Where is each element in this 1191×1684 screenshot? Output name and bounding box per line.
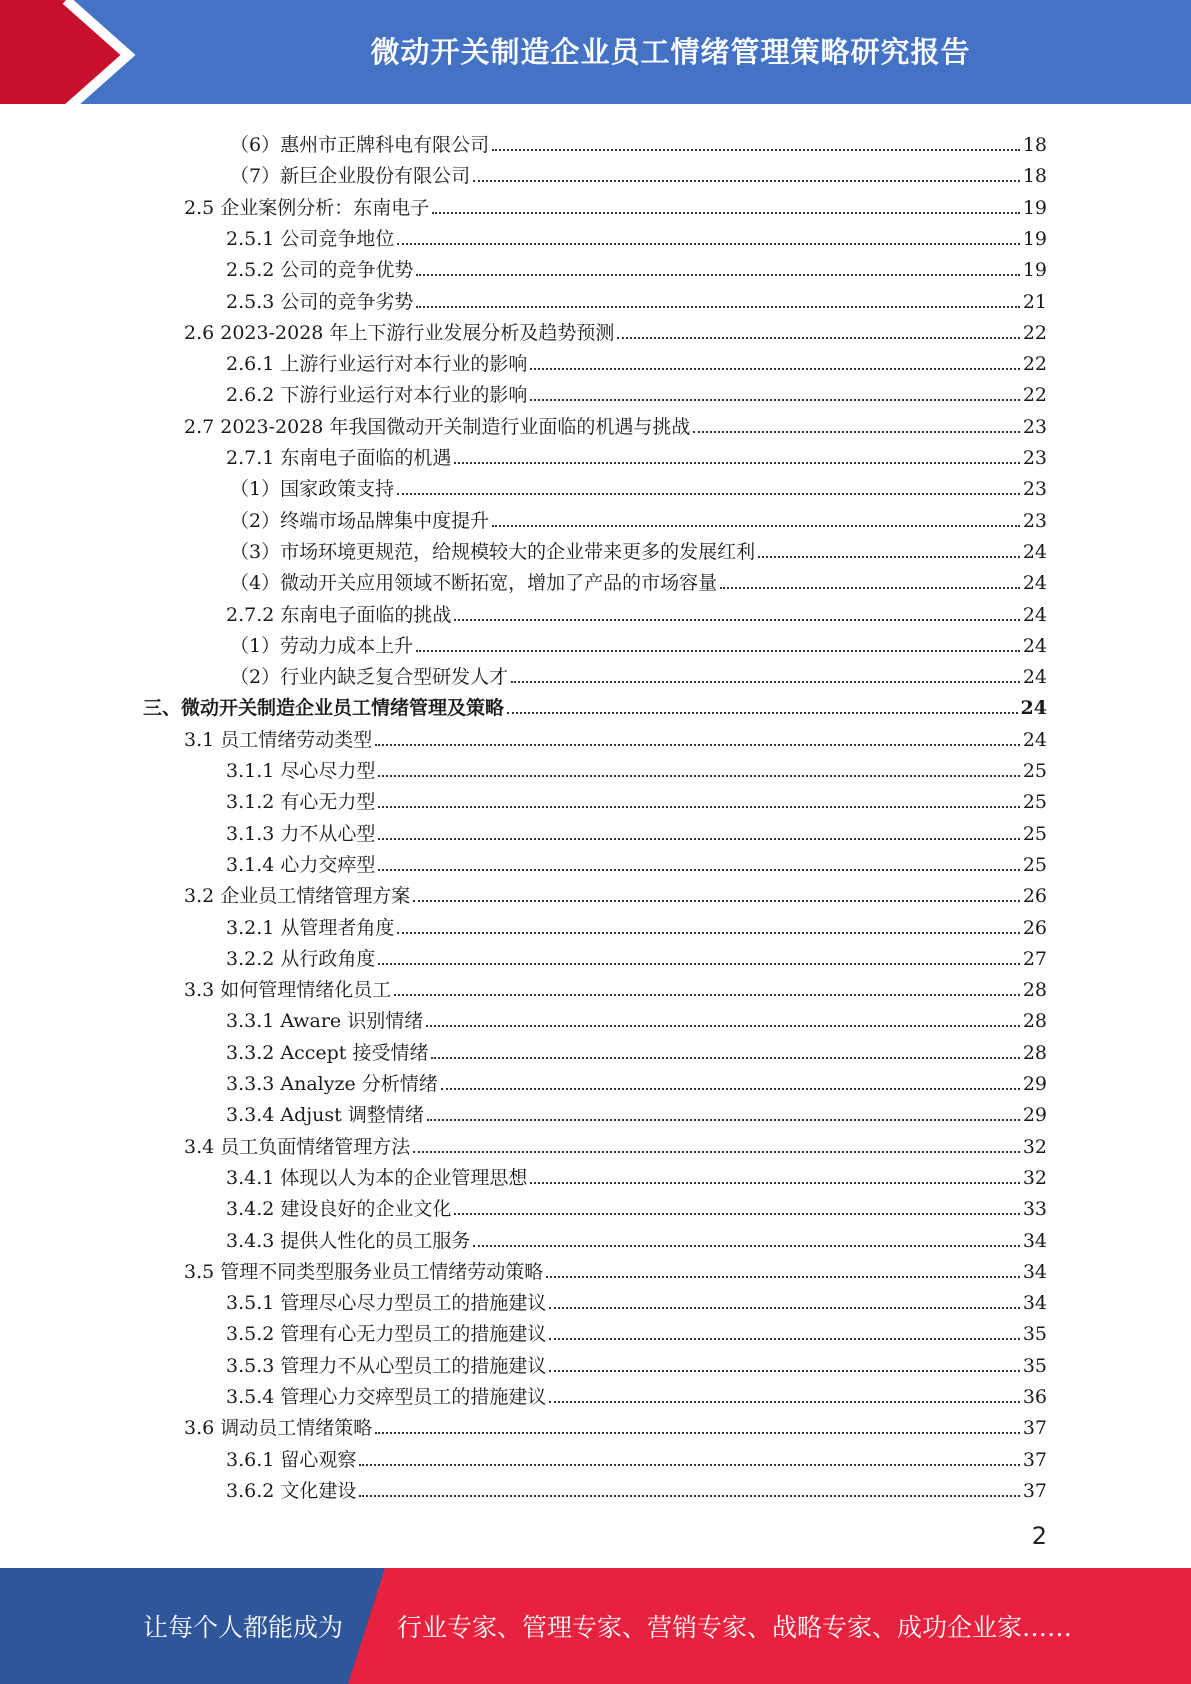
toc-dot-leader — [413, 900, 1020, 902]
toc-entry-page: 35 — [1022, 1354, 1047, 1377]
toc-entry-label: 2.5.3 公司的竞争劣势 — [226, 290, 414, 313]
toc-dot-leader — [549, 1338, 1019, 1340]
toc-entry-page: 19 — [1022, 259, 1047, 282]
toc-entry-page: 25 — [1022, 760, 1047, 782]
toc-dot-leader — [454, 619, 1019, 621]
report-header — [0, 0, 1191, 110]
toc-entry-page: 28 — [1022, 979, 1047, 1002]
toc-entry-page: 21 — [1022, 290, 1047, 313]
toc-dot-leader — [546, 1276, 1020, 1278]
toc-entry[interactable] — [230, 471, 1047, 501]
toc-entry-page: 28 — [1022, 1041, 1047, 1064]
toc-dot-leader — [416, 650, 1020, 652]
toc-entry-page: 37 — [1022, 1479, 1047, 1502]
toc-entry[interactable] — [226, 597, 1047, 627]
toc-entry[interactable] — [230, 534, 1047, 564]
page-number: 2 — [1031, 1522, 1047, 1550]
toc-entry-page: 23 — [1022, 478, 1047, 501]
toc-entry-label: 2.6.1 上游行业运行对本行业的影响 — [226, 353, 528, 376]
toc-entry-label: 3.1.4 心力交瘁型 — [226, 853, 376, 876]
toc-entry-label: 3.1.3 力不从心型 — [226, 822, 376, 845]
toc-entry-page: 24 — [1022, 666, 1047, 689]
toc-dot-leader — [378, 838, 1019, 840]
toc-entry[interactable] — [230, 628, 1047, 658]
toc-dot-leader — [693, 431, 1019, 433]
toc-entry-label: 2.7.1 东南电子面临的机遇 — [226, 447, 452, 469]
toc-entry-label: 2.7 2023-2028 年我国微动开关制造行业面临的机遇与挑战 — [184, 415, 691, 438]
toc-dot-leader — [416, 274, 1019, 276]
toc-dot-leader — [530, 1182, 1019, 1184]
toc-entry[interactable] — [226, 1316, 1047, 1346]
toc-entry[interactable] — [226, 941, 1047, 971]
toc-entry-label: （2）终端市场品牌集中度提升 — [230, 509, 490, 532]
toc-dot-leader — [549, 1401, 1019, 1403]
toc-entry-label: 3.6 调动员工情绪策略 — [184, 1417, 373, 1440]
toc-dot-leader — [507, 712, 1018, 714]
toc-entry-label: 2.5.2 公司的竞争优势 — [226, 259, 414, 282]
toc-entry-label: 三、微动开关制造企业员工情绪管理及策略 — [143, 697, 505, 720]
toc-entry-page: 33 — [1022, 1198, 1047, 1221]
toc-entry[interactable] — [226, 1066, 1047, 1096]
toc-entry-label: 3.6.1 留心观察 — [226, 1448, 357, 1471]
toc-entry[interactable] — [230, 503, 1047, 533]
toc-entry-label: 3.3 如何管理情绪化员工 — [184, 979, 392, 1002]
toc-dot-leader — [359, 1495, 1019, 1497]
toc-entry-label: 3.4.1 体现以人为本的企业管理思想 — [226, 1166, 528, 1189]
toc-entry[interactable] — [184, 409, 1047, 439]
toc-entry-page: 34 — [1022, 1229, 1047, 1252]
toc-entry-label: （1）国家政策支持 — [230, 478, 395, 501]
toc-entry-page: 34 — [1022, 1292, 1047, 1315]
toc-entry-page: 24 — [1022, 540, 1047, 563]
toc-entry[interactable] — [226, 284, 1047, 314]
toc-dot-leader — [359, 1464, 1019, 1466]
toc-dot-leader — [758, 556, 1020, 558]
toc-entry-label: 3.2 企业员工情绪管理方案 — [184, 885, 411, 908]
toc-entry-label: 2.5 企业案例分析：东南电子 — [184, 196, 430, 219]
toc-entry-label: 3.1.2 有心无力型 — [226, 791, 376, 814]
toc-entry-label: （6）惠州市正牌科电有限公司 — [230, 134, 490, 156]
toc-dot-leader — [397, 493, 1020, 495]
toc-entry[interactable] — [230, 659, 1047, 689]
toc-entry[interactable] — [226, 1348, 1047, 1378]
toc-entry[interactable] — [226, 221, 1047, 251]
toc-entry[interactable] — [184, 722, 1047, 752]
toc-dot-leader — [473, 1245, 1019, 1247]
toc-dot-leader — [454, 1213, 1019, 1215]
toc-entry-label: 3.4.3 提供人性化的员工服务 — [226, 1229, 471, 1252]
toc-entry-page: 32 — [1022, 1166, 1047, 1189]
toc-entry-label: 2.6.2 下游行业运行对本行业的影响 — [226, 384, 528, 407]
toc-entry-page: 18 — [1022, 165, 1047, 188]
toc-entry-label: 3.2.1 从管理者角度 — [226, 916, 395, 939]
toc-entry-page: 24 — [1020, 697, 1047, 720]
toc-entry[interactable] — [230, 158, 1047, 188]
toc-entry[interactable] — [226, 440, 1047, 470]
toc-dot-leader — [473, 180, 1020, 182]
toc-entry-label: 3.5.3 管理力不从心型员工的措施建议 — [226, 1354, 547, 1377]
toc-entry-label: 3.5.2 管理有心无力型员工的措施建议 — [226, 1323, 547, 1346]
toc-entry[interactable] — [184, 190, 1047, 220]
toc-entry-page: 25 — [1022, 853, 1047, 876]
toc-entry-page: 29 — [1022, 1073, 1047, 1095]
footer-slogan-right: 行业专家、管理专家、营销专家、战略专家、成功企业家…… — [397, 1613, 1073, 1642]
toc-entry-page: 25 — [1022, 791, 1047, 814]
toc-entry[interactable] — [230, 565, 1047, 595]
toc-entry-page: 22 — [1022, 384, 1047, 407]
toc-entry-page: 18 — [1022, 134, 1047, 156]
toc-dot-leader — [416, 306, 1019, 308]
toc-entry-page: 24 — [1022, 603, 1047, 626]
toc-entry-page: 22 — [1022, 321, 1047, 344]
toc-entry-page: 32 — [1022, 1135, 1047, 1158]
toc-dot-leader — [720, 587, 1020, 589]
toc-entry[interactable] — [226, 753, 1047, 783]
toc-entry-page: 24 — [1022, 728, 1047, 751]
toc-entry-label: （3）市场环境更规范，给规模较大的企业带来更多的发展红利 — [230, 540, 756, 563]
toc-dot-leader — [549, 1307, 1019, 1309]
toc-entry[interactable] — [230, 127, 1047, 157]
toc-entry-label: 3.3.3 Analyze 分析情绪 — [226, 1073, 438, 1095]
toc-entry-page: 24 — [1022, 634, 1047, 657]
toc-dot-leader — [378, 775, 1019, 777]
toc-entry-label: 3.3.2 Accept 接受情绪 — [226, 1041, 429, 1064]
toc-entry[interactable] — [226, 1191, 1047, 1221]
toc-entry-label: 3.5 管理不同类型服务业员工情绪劳动策略 — [184, 1260, 544, 1283]
toc-dot-leader — [511, 681, 1020, 683]
toc-entry-page: 25 — [1022, 822, 1047, 845]
toc-entry-label: （2）行业内缺乏复合型研发人才 — [230, 666, 509, 689]
toc-dot-leader — [530, 399, 1019, 401]
toc-entry[interactable] — [226, 1035, 1047, 1065]
toc-dot-leader — [441, 1088, 1020, 1090]
toc-entry-page: 27 — [1022, 947, 1047, 970]
toc-entry-label: 2.6 2023-2028 年上下游行业发展分析及趋势预测 — [184, 321, 615, 344]
toc-dot-leader — [432, 212, 1020, 214]
toc-entry[interactable] — [226, 1097, 1047, 1127]
toc-dot-leader — [394, 994, 1020, 996]
toc-dot-leader — [492, 149, 1020, 151]
toc-entry-page: 37 — [1022, 1417, 1047, 1440]
toc-entry-page: 19 — [1022, 196, 1047, 219]
toc-entry-label: 3.6.2 文化建设 — [226, 1479, 357, 1502]
toc-entry-page: 23 — [1022, 447, 1047, 469]
toc-dot-leader — [375, 744, 1020, 746]
toc-entry[interactable] — [226, 910, 1047, 940]
toc-entry[interactable] — [226, 847, 1047, 877]
toc-entry[interactable] — [226, 1223, 1047, 1253]
toc-entry-label: 3.1 员工情绪劳动类型 — [184, 728, 373, 751]
toc-entry-label: 3.3.1 Aware 识别情绪 — [226, 1010, 424, 1033]
toc-dot-leader — [617, 337, 1019, 339]
toc-entry-label: 3.3.4 Adjust 调整情绪 — [226, 1104, 424, 1127]
toc-dot-leader — [397, 243, 1019, 245]
toc-entry-label: 2.5.1 公司竞争地位 — [226, 227, 395, 250]
toc-entry[interactable] — [226, 1003, 1047, 1033]
toc-entry-label: （4）微动开关应用领域不断拓宽，增加了产品的市场容量 — [230, 572, 718, 595]
toc-entry[interactable] — [226, 1160, 1047, 1190]
toc-entry-page: 23 — [1022, 509, 1047, 532]
toc-entry-label: 3.5.1 管理尽心尽力型员工的措施建议 — [226, 1292, 547, 1315]
toc-entry[interactable] — [184, 972, 1047, 1002]
toc-entry-label: 3.1.1 尽心尽力型 — [226, 760, 376, 782]
toc-dot-leader — [431, 1057, 1019, 1059]
toc-dot-leader — [427, 1119, 1020, 1121]
toc-entry[interactable] — [226, 346, 1047, 376]
toc-dot-leader — [378, 963, 1019, 965]
toc-entry[interactable] — [226, 377, 1047, 407]
page-footer — [0, 1568, 1191, 1684]
toc-entry[interactable] — [226, 816, 1047, 846]
toc-entry-page: 19 — [1022, 227, 1047, 250]
toc-entry[interactable] — [226, 784, 1047, 814]
toc-entry-page: 36 — [1022, 1386, 1047, 1408]
toc-entry[interactable] — [226, 1442, 1047, 1472]
toc-entry[interactable] — [184, 315, 1047, 345]
footer-slogan-left: 让每个人都能成为 — [143, 1613, 344, 1642]
toc-entry-page: 34 — [1022, 1260, 1047, 1283]
toc-entry-page: 37 — [1022, 1448, 1047, 1471]
toc-entry[interactable] — [226, 1473, 1047, 1503]
toc-dot-leader — [397, 932, 1019, 934]
toc-entry[interactable] — [143, 690, 1047, 720]
toc-entry-page: 28 — [1022, 1010, 1047, 1033]
toc-entry-label: 2.7.2 东南电子面临的挑战 — [226, 603, 452, 626]
toc-entry-page: 22 — [1022, 353, 1047, 376]
toc-entry-label: 3.4.2 建设良好的企业文化 — [226, 1198, 452, 1221]
toc-entry-page: 23 — [1022, 415, 1047, 438]
report-title: 微动开关制造企业员工情绪管理策略研究报告 — [370, 34, 971, 69]
toc-dot-leader — [378, 869, 1019, 871]
toc-entry[interactable] — [184, 1410, 1047, 1440]
toc-entry-label: 3.4 员工负面情绪管理方法 — [184, 1135, 411, 1158]
toc-entry-label: 3.5.4 管理心力交瘁型员工的措施建议 — [226, 1386, 547, 1408]
toc-entry[interactable] — [184, 1129, 1047, 1159]
toc-dot-leader — [378, 806, 1019, 808]
toc-dot-leader — [549, 1370, 1019, 1372]
toc-entry-page: 24 — [1022, 572, 1047, 595]
toc-dot-leader — [454, 462, 1019, 464]
toc-entry[interactable] — [226, 252, 1047, 282]
toc-entry-page: 26 — [1022, 916, 1047, 939]
toc-entry-label: （7）新巨企业股份有限公司 — [230, 165, 471, 188]
toc-entry-page: 26 — [1022, 885, 1047, 908]
toc-entry-page: 35 — [1022, 1323, 1047, 1346]
toc-entry[interactable] — [226, 1285, 1047, 1315]
toc-dot-leader — [492, 525, 1020, 527]
toc-dot-leader — [375, 1432, 1020, 1434]
toc-entry[interactable] — [226, 1379, 1047, 1409]
toc-entry[interactable] — [184, 1254, 1047, 1284]
toc-entry-label: 3.2.2 从行政角度 — [226, 947, 376, 970]
toc-entry[interactable] — [184, 878, 1047, 908]
toc-entry-page: 29 — [1022, 1104, 1047, 1127]
toc-entry-label: （1）劳动力成本上升 — [230, 634, 414, 657]
toc-dot-leader — [413, 1151, 1020, 1153]
toc-dot-leader — [530, 368, 1019, 370]
toc-dot-leader — [426, 1025, 1020, 1027]
